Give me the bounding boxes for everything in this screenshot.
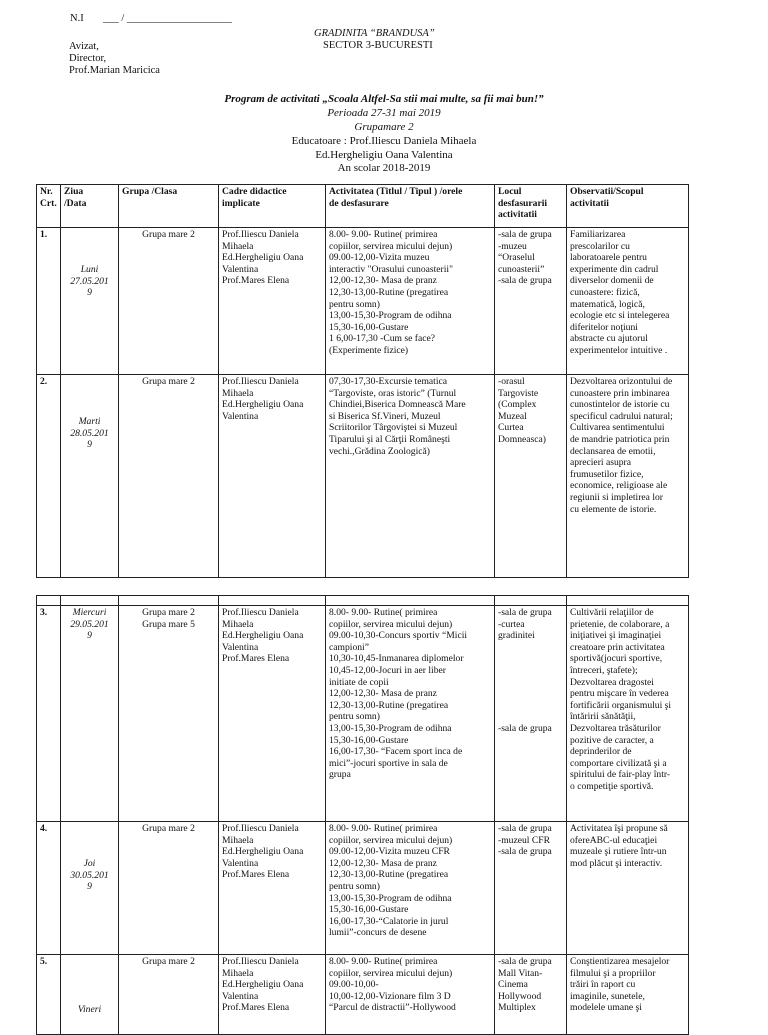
row-location bbox=[495, 228, 567, 375]
group-line: Grupa mare 2 bbox=[142, 956, 195, 967]
location-line: -sala de grupa bbox=[498, 846, 552, 858]
row-notes bbox=[567, 822, 689, 955]
approval-line: Director, bbox=[69, 53, 107, 64]
location-line: “Oraselul bbox=[498, 252, 535, 264]
notes-line: modelele umane şi bbox=[570, 1002, 642, 1014]
activity-line: 8.00- 9.00- Rutine( primirea bbox=[329, 956, 438, 967]
activity-line: si Biserica Sf.Vineri, Muzeul bbox=[329, 410, 441, 422]
notes-line: spiritului de fair-play într- bbox=[570, 769, 671, 781]
activity-line: 16,00-17,30- “Facem sport inca de bbox=[329, 746, 463, 758]
notes-line: prietenie, de colaborare, a bbox=[570, 618, 670, 630]
location-line: -sala de grupa bbox=[498, 275, 552, 287]
activity-line: 15,30-16,00-Gustare bbox=[329, 321, 409, 333]
location-line: Mall Vitan- bbox=[498, 967, 543, 979]
table-header-row bbox=[37, 185, 689, 228]
staff-line: Ed.Hergheligiu Oana bbox=[222, 630, 304, 642]
row-location bbox=[495, 822, 567, 955]
header-activity: Activitatea (Titlul / Tipul ) /orele de desfasurare bbox=[326, 185, 495, 228]
notes-line: specificul cadrului natural; bbox=[570, 410, 673, 422]
day-line: 9 bbox=[87, 439, 92, 451]
location-line: -sala de grupa bbox=[498, 956, 552, 967]
activity-line: 12,30-13,00-Rutine (pregatirea bbox=[329, 869, 449, 881]
notes-line: Cultivarea sentimentului bbox=[570, 422, 665, 434]
location-line: -sala de grupa bbox=[498, 229, 552, 240]
location-line bbox=[498, 653, 563, 665]
staff-line: Mihaela bbox=[222, 967, 254, 979]
activity-line: 07,30-17,30-Excursie tematica bbox=[329, 376, 448, 387]
row-day bbox=[61, 606, 119, 822]
location-line: Muzeal bbox=[498, 410, 527, 422]
notes-line: iniţiativei şi imaginaţiei bbox=[570, 630, 662, 642]
activity-line: 15,30-16,00-Gustare bbox=[329, 904, 409, 916]
notes-line: ecologie etc si intelegerea bbox=[570, 310, 670, 322]
activity-line: initiate de copii bbox=[329, 676, 389, 688]
location-line: Domneasca) bbox=[498, 433, 546, 445]
row-number: 2. bbox=[37, 375, 61, 578]
group-line: Grupa mare 2 bbox=[142, 229, 195, 240]
notes-line: cunostintelor de istorie cu bbox=[570, 399, 670, 411]
staff-line: Prof.Mares Elena bbox=[222, 275, 290, 287]
notes-line: de mandrie patriotica prin bbox=[570, 433, 670, 445]
location-line: Targoviste bbox=[498, 387, 539, 399]
staff-line: Prof.Iliescu Daniela bbox=[222, 376, 299, 387]
row-activity bbox=[326, 375, 495, 578]
group-line: Grupa mare 2 bbox=[142, 376, 195, 387]
notes-line: o competiţie sportivă. bbox=[570, 780, 654, 792]
staff-line: Valentina bbox=[222, 410, 259, 422]
notes-line: prescolarilor cu bbox=[570, 240, 630, 252]
day-line: 9 bbox=[87, 881, 92, 893]
notes-line: sportivă(jocuri sportive, bbox=[570, 653, 663, 665]
activity-line: mici”-jocuri sportive in sala de bbox=[329, 757, 448, 769]
activity-line: 12,30-13,00-Rutine (pregatirea bbox=[329, 286, 449, 298]
ni-label: N.I bbox=[70, 13, 84, 24]
notes-line: deprinderilor de bbox=[570, 746, 632, 758]
location-line: Hollywood bbox=[498, 990, 542, 1002]
row-location bbox=[495, 375, 567, 578]
location-line: gradinitei bbox=[498, 630, 535, 642]
activity-line: 10,45-12,00-Jocuri in aer liber bbox=[329, 664, 446, 676]
location-line: Multiplex bbox=[498, 1002, 536, 1014]
registration-number bbox=[70, 13, 232, 25]
day-line: Luni bbox=[80, 264, 99, 275]
day-line: 28.05.201 bbox=[70, 427, 109, 439]
location-line: -muzeul CFR bbox=[498, 834, 550, 846]
row-staff bbox=[219, 606, 326, 822]
notes-line: economice, religioase ale bbox=[570, 480, 668, 492]
educator-1: Educatoare : Prof.Iliescu Daniela Mihaela bbox=[291, 135, 477, 147]
staff-line: Prof.Iliescu Daniela bbox=[222, 607, 299, 618]
day-line: 29.05.201 bbox=[70, 618, 109, 630]
row-notes bbox=[567, 375, 689, 578]
activity-line: (Experimente fizice) bbox=[329, 344, 409, 356]
activity-line: lumii”-concurs de desene bbox=[329, 927, 427, 939]
activity-line: 12,00-12,30- Masa de pranz bbox=[329, 275, 437, 287]
activity-line: grupa bbox=[329, 769, 351, 781]
row-location bbox=[495, 955, 567, 1035]
activity-line: 09.00-12,00-Vizita muzeu CFR bbox=[329, 846, 450, 858]
row-location bbox=[495, 606, 567, 822]
row-activity bbox=[326, 606, 495, 822]
day-line: Vineri bbox=[77, 1004, 102, 1015]
notes-line: experimente din cadrul bbox=[570, 263, 659, 275]
activity-line: 8.00- 9.00- Rutine( primirea bbox=[329, 229, 438, 240]
table-row bbox=[37, 955, 689, 1035]
staff-line: Mihaela bbox=[222, 618, 254, 630]
notes-line: fortificării organismului şi bbox=[570, 699, 672, 711]
row-group bbox=[119, 375, 219, 578]
activity-line: interactiv "Orasului cunoasterii" bbox=[329, 263, 453, 275]
approval-line: Prof.Marian Maricica bbox=[69, 65, 160, 76]
notes-line: filmului şi a propriilor bbox=[570, 967, 656, 979]
activity-line: 09.00-10,30-Concurs sportiv “Micii bbox=[329, 630, 468, 642]
row-notes bbox=[567, 606, 689, 822]
location-line: -sala de grupa bbox=[498, 607, 552, 618]
location-line bbox=[498, 688, 563, 700]
ni-separator: ___ / bbox=[102, 13, 125, 24]
location-line bbox=[498, 711, 563, 723]
location-line: -sala de grupa bbox=[498, 722, 552, 734]
day-line: 9 bbox=[87, 287, 92, 299]
notes-line: ofereABC-ul educaţiei bbox=[570, 834, 658, 846]
activity-line: pentru somn) bbox=[329, 298, 380, 310]
row-group bbox=[119, 955, 219, 1035]
row-day bbox=[61, 822, 119, 955]
row-number: 5. bbox=[37, 955, 61, 1035]
group-line: Grupa mare 2 bbox=[142, 823, 195, 834]
location-line: (Complex bbox=[498, 399, 537, 411]
notes-line: Activitatea îşi propune să bbox=[570, 823, 668, 834]
staff-line: Valentina bbox=[222, 990, 259, 1002]
row-group bbox=[119, 228, 219, 375]
header-day: Ziua /Data bbox=[61, 185, 119, 228]
activity-line: 12,00-12,30- Masa de pranz bbox=[329, 688, 437, 700]
activity-line: 13,00-15,30-Program de odihna bbox=[329, 722, 452, 734]
location-line: -curtea bbox=[498, 618, 525, 630]
notes-line: diferitelor noţiuni bbox=[570, 321, 638, 333]
activity-line: 12,30-13,00-Rutine (pregatirea bbox=[329, 699, 449, 711]
notes-line: laboratoarele pentru bbox=[570, 252, 647, 264]
approval-block bbox=[69, 41, 160, 77]
notes-line: cunoastere: fizică, bbox=[570, 286, 640, 298]
notes-line: pentru mişcare în vederea bbox=[570, 688, 669, 700]
notes-line: abstracte cu ajutorul bbox=[570, 333, 648, 345]
staff-line: Valentina bbox=[222, 857, 259, 869]
activity-line: copiilor, servirea micului dejun) bbox=[329, 967, 453, 979]
activity-table-part-1 bbox=[36, 184, 689, 578]
table-row bbox=[37, 228, 689, 375]
row-staff bbox=[219, 955, 326, 1035]
location-line: -muzeu bbox=[498, 240, 527, 252]
activity-line: 1 6,00-17,30 -Cum se face? bbox=[329, 333, 436, 345]
row-staff bbox=[219, 228, 326, 375]
staff-line: Mihaela bbox=[222, 834, 254, 846]
activity-line: 8.00- 9.00- Rutine( primirea bbox=[329, 823, 438, 834]
notes-line: muzeale şi rutiere într-un bbox=[570, 846, 667, 858]
table-row bbox=[37, 606, 689, 822]
notes-line: întreceri, ştafete); bbox=[570, 664, 638, 676]
header-notes: Observatii/Scopul activitatii bbox=[567, 185, 689, 228]
header-group: Grupa /Clasa bbox=[119, 185, 219, 228]
activity-line: Scriitorilor Târgoviştei si Muzeul bbox=[329, 422, 458, 434]
row-notes bbox=[567, 228, 689, 375]
location-line: -orasul bbox=[498, 376, 525, 387]
staff-line: Ed.Hergheligiu Oana bbox=[222, 846, 304, 858]
activity-line: 16,00-17,30-“Calatorie in jurul bbox=[329, 915, 449, 927]
notes-line: Dezvoltarea orizontului de bbox=[570, 376, 673, 387]
table-row bbox=[37, 375, 689, 578]
notes-line: experimentelor intuitive . bbox=[570, 344, 668, 356]
activity-line: 10,00-12,00-Vizionare film 3 D bbox=[329, 990, 451, 1002]
notes-line: creatoare prin activitatea bbox=[570, 641, 665, 653]
row-number: 1. bbox=[37, 228, 61, 375]
notes-line: declansarea de emotii, bbox=[570, 445, 656, 457]
staff-line: Mihaela bbox=[222, 240, 254, 252]
notes-line: frumusetilor fizice, bbox=[570, 468, 644, 480]
activity-line: Chindiei,Biserica Domnească Mare bbox=[329, 399, 466, 411]
row-staff bbox=[219, 375, 326, 578]
location-line bbox=[498, 665, 563, 677]
activity-line: 09.00-10,00- bbox=[329, 979, 379, 991]
notes-line: trăiri în raport cu bbox=[570, 979, 636, 991]
location-line: cunoasterii” bbox=[498, 263, 545, 275]
location-line bbox=[498, 700, 563, 712]
activity-line: pentru somn) bbox=[329, 711, 380, 723]
staff-line: Prof.Mares Elena bbox=[222, 869, 290, 881]
staff-line: Prof.Iliescu Daniela bbox=[222, 229, 299, 240]
activity-line: copiilor, servirea micului dejun) bbox=[329, 834, 453, 846]
day-line: 30.05.201 bbox=[70, 869, 109, 881]
activity-line: copiilor, servirea micului dejun) bbox=[329, 618, 453, 630]
activity-line: pentru somn) bbox=[329, 880, 380, 892]
staff-line: Mihaela bbox=[222, 387, 254, 399]
notes-line: matematică, logică, bbox=[570, 298, 645, 310]
activity-line: copiilor, servirea micului dejun) bbox=[329, 240, 453, 252]
location-line bbox=[498, 677, 563, 689]
notes-line: diverselor domenii de bbox=[570, 275, 654, 287]
staff-line: Ed.Hergheligiu Oana bbox=[222, 252, 304, 264]
notes-line: Conştientizarea mesajelor bbox=[570, 956, 670, 967]
sector-name: SECTOR 3-BUCURESTI bbox=[323, 40, 433, 51]
row-group bbox=[119, 606, 219, 822]
activity-line: 10,30-10,45-Inmanarea diplomelor bbox=[329, 653, 464, 665]
table-row bbox=[37, 822, 689, 955]
group-name: Grupamare 2 bbox=[354, 121, 414, 133]
group-line: Grupa mare 5 bbox=[142, 618, 195, 630]
staff-line: Ed.Hergheligiu Oana bbox=[222, 979, 304, 991]
row-group bbox=[119, 822, 219, 955]
activity-line: vechi.,Grădina Zoologică) bbox=[329, 445, 430, 457]
day-line: Joi bbox=[83, 858, 96, 869]
notes-line: aprecieri asupra bbox=[570, 457, 631, 469]
header-staff: Cadre didactice implicate bbox=[219, 185, 326, 228]
activity-line: 09.00-12,00-Vizita muzeu bbox=[329, 252, 430, 264]
staff-line: Prof.Mares Elena bbox=[222, 1002, 290, 1014]
staff-line: Ed.Hergheligiu Oana bbox=[222, 399, 304, 411]
notes-line: Dezvoltarea dragostei bbox=[570, 676, 654, 688]
header-location: Locul desfasurarii activitatii bbox=[495, 185, 567, 228]
educator-2: Ed.Hergheligiu Oana Valentina bbox=[315, 149, 453, 161]
row-activity bbox=[326, 955, 495, 1035]
day-line: Miercuri bbox=[72, 607, 107, 618]
school-year: An scolar 2018-2019 bbox=[337, 162, 431, 174]
row-notes bbox=[567, 955, 689, 1035]
staff-line: Valentina bbox=[222, 263, 259, 275]
notes-line: comportare civilizată şi a bbox=[570, 757, 667, 769]
group-line: Grupa mare 2 bbox=[142, 607, 195, 618]
activity-line: 13,00-15,30-Program de odihna bbox=[329, 310, 452, 322]
row-day bbox=[61, 375, 119, 578]
notes-line: cunoastere prin imbinarea bbox=[570, 387, 670, 399]
notes-line: întăririi sănătăţii, bbox=[570, 711, 636, 723]
location-line: Curtea bbox=[498, 422, 524, 434]
activity-line: “Targoviste, oras istoric” (Turnul bbox=[329, 387, 457, 399]
notes-line: pozitive de caracter, a bbox=[570, 734, 654, 746]
staff-line: Prof.Iliescu Daniela bbox=[222, 823, 299, 834]
notes-line: Cultivării relaţiilor de bbox=[570, 607, 654, 618]
activity-line: 12,00-12,30- Masa de pranz bbox=[329, 857, 437, 869]
row-activity bbox=[326, 228, 495, 375]
staff-line: Prof.Iliescu Daniela bbox=[222, 956, 299, 967]
approval-line: Avizat, bbox=[69, 41, 99, 52]
location-line: -sala de grupa bbox=[498, 823, 552, 834]
activity-line: Tiparului şi al Cărţii Româneşti bbox=[329, 433, 451, 445]
ni-blank: ____________________ bbox=[126, 13, 232, 24]
row-number: 3. bbox=[37, 606, 61, 822]
row-number: 4. bbox=[37, 822, 61, 955]
notes-line: mod plăcut şi interactiv. bbox=[570, 857, 663, 869]
row-day bbox=[61, 955, 119, 1035]
row-activity bbox=[326, 822, 495, 955]
location-line bbox=[498, 642, 563, 654]
spacer-row bbox=[37, 596, 689, 606]
staff-line: Prof.Mares Elena bbox=[222, 653, 290, 665]
notes-line: Familiarizarea bbox=[570, 229, 626, 240]
row-staff bbox=[219, 822, 326, 955]
notes-line: cu elemente de istorie. bbox=[570, 503, 657, 515]
notes-line: imaginile, sunetele, bbox=[570, 990, 645, 1002]
kindergarten-name: GRADINITA “BRANDUSA” bbox=[314, 28, 435, 39]
staff-line: Valentina bbox=[222, 641, 259, 653]
day-line: 27.05.201 bbox=[70, 275, 109, 287]
activity-line: “Parcul de distractii”-Hollywood bbox=[329, 1002, 456, 1014]
notes-line: regiunii si impletirea lor bbox=[570, 491, 663, 503]
row-day bbox=[61, 228, 119, 375]
activity-line: 13,00-15,30-Program de odihna bbox=[329, 892, 452, 904]
activity-line: 8.00- 9.00- Rutine( primirea bbox=[329, 607, 438, 618]
activity-line: 15,30-16,00-Gustare bbox=[329, 734, 409, 746]
day-line: Marti bbox=[78, 416, 101, 427]
period: Perioada 27-31 mai 2019 bbox=[327, 107, 441, 119]
header-nr: Nr. Crt. bbox=[37, 185, 61, 228]
activity-line: campioni” bbox=[329, 641, 369, 653]
program-title: Program de activitati „Scoala Altfel-Sa stii mai multe, sa fii mai bun!” bbox=[224, 93, 544, 105]
activity-table-part-2 bbox=[36, 595, 689, 1035]
day-line: 9 bbox=[87, 630, 92, 642]
location-line: Cinema bbox=[498, 979, 528, 991]
notes-line: Dezvoltarea trăsăturilor bbox=[570, 722, 661, 734]
